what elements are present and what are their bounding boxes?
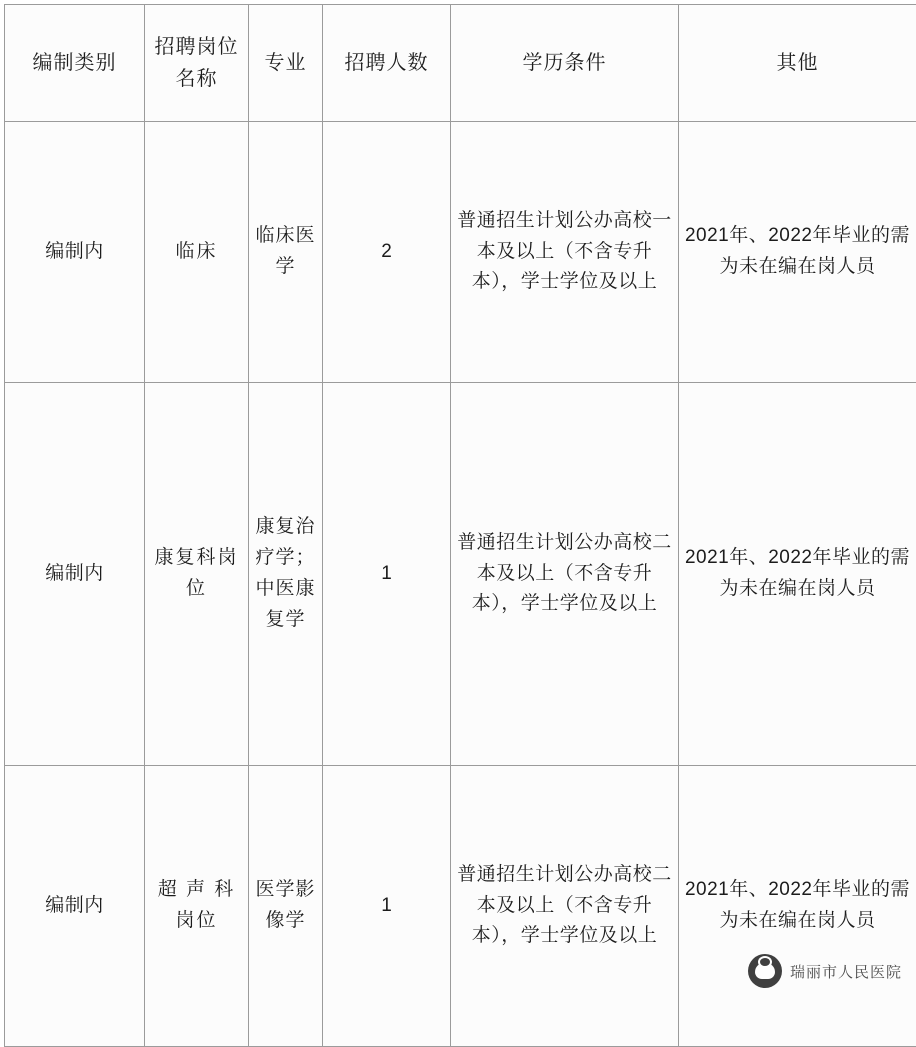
cell-other: 2021年、2022年毕业的需为未在编在岗人员 (679, 766, 916, 1047)
cell-headcount: 2 (323, 122, 451, 383)
watermark-label: 瑞丽市人民医院 (790, 961, 902, 982)
column-header-category: 编制类别 (5, 5, 145, 122)
cell-category: 编制内 (5, 766, 145, 1047)
table-header (5, 5, 916, 122)
column-header-major: 专业 (249, 5, 323, 122)
table-row (5, 383, 916, 766)
column-header-headcount: 招聘人数 (323, 5, 451, 122)
cell-education: 普通招生计划公办高校一本及以上（不含专升本），学士学位及以上 (451, 122, 679, 383)
cell-category: 编制内 (5, 122, 145, 383)
cell-major: 医学影像学 (249, 766, 323, 1047)
column-header-education: 学历条件 (451, 5, 679, 122)
cell-headcount: 1 (323, 766, 451, 1047)
watermark (748, 954, 902, 988)
recruitment-table (4, 4, 916, 1047)
cell-other: 2021年、2022年毕业的需为未在编在岗人员 (679, 383, 916, 766)
table-row (5, 122, 916, 383)
cell-category: 编制内 (5, 383, 145, 766)
cell-major: 康复治疗学；中医康复学 (249, 383, 323, 766)
table-header-row (5, 5, 916, 122)
cell-education: 普通招生计划公办高校二本及以上（不含专升本），学士学位及以上 (451, 766, 679, 1047)
cell-post-name: 临床 (145, 122, 249, 383)
document-page (0, 4, 916, 1004)
cell-major: 临床医学 (249, 122, 323, 383)
column-header-other: 其他 (679, 5, 916, 122)
table-row (5, 766, 916, 1047)
hospital-account-icon (748, 954, 782, 988)
table-body (5, 122, 916, 1047)
cell-headcount: 1 (323, 383, 451, 766)
cell-post-name: 超 声 科岗位 (145, 766, 249, 1047)
column-header-post-name: 招聘岗位名称 (145, 5, 249, 122)
cell-education: 普通招生计划公办高校二本及以上（不含专升本），学士学位及以上 (451, 383, 679, 766)
cell-post-name: 康复科岗位 (145, 383, 249, 766)
cell-other: 2021年、2022年毕业的需为未在编在岗人员 (679, 122, 916, 383)
